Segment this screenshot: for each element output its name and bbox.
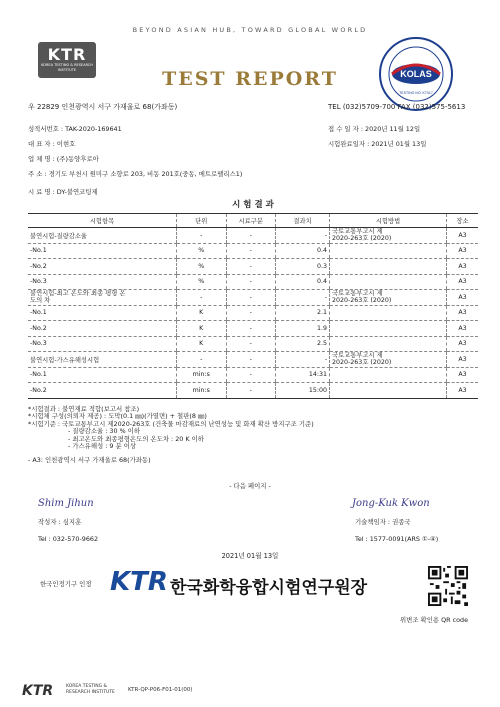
lab-address: 우 22829 인천광역시 서구 가재울로 68(가좌동)	[28, 103, 178, 111]
table-cell	[330, 259, 447, 275]
qr-code-icon	[428, 566, 468, 606]
table-cell: -	[276, 290, 330, 306]
writer-tel: Tel : 032-570-9662	[38, 535, 99, 543]
qr-label: 위변조 확인용 QR code	[400, 616, 469, 624]
footer-logo-text-line: KOREA TESTING &	[66, 684, 108, 689]
table-cell: 2.5	[276, 336, 330, 352]
table-cell: K	[177, 321, 227, 337]
writer-role: 작성자 : 심지훈	[38, 518, 82, 526]
table-row	[28, 274, 478, 290]
table-cell: %	[177, 259, 227, 275]
column-header: 결과치	[276, 214, 330, 228]
table-cell: 2.1	[276, 305, 330, 321]
table-cell: A3	[447, 305, 479, 321]
footer-logo: KTR	[22, 683, 54, 699]
table-cell: -	[226, 259, 276, 275]
note-line: *시험체 구성(의뢰자 제공) : 도막(0.1 ㎜)(가열면) + 철판(8 ㎜)	[28, 412, 207, 421]
form-number: KTR-QP-P06-F01-01(00)	[128, 687, 193, 693]
table-cell: 0.4	[276, 274, 330, 290]
table-cell: -	[226, 352, 276, 368]
table-cell: min:s	[177, 383, 227, 399]
column-header: 장소	[447, 214, 479, 228]
table-row	[28, 290, 478, 306]
table-cell: A3	[447, 259, 479, 275]
table-cell: -No.2	[28, 383, 177, 399]
table-cell	[330, 367, 447, 383]
company-address: 주 소 : 경기도 부천시 원미구 소향로 203, 비동 201호(중동, 메트로팰리스1)	[28, 170, 243, 178]
table-row	[28, 352, 478, 368]
table-cell: -	[226, 274, 276, 290]
next-page-label: - 다음 페이지 -	[229, 482, 271, 490]
table-cell: -No.2	[28, 259, 177, 275]
column-header: 시료구분	[226, 214, 276, 228]
table-cell: A3	[447, 367, 479, 383]
table-cell: -	[226, 290, 276, 306]
table-cell: -	[226, 228, 276, 244]
table-cell: 불연시험-가스유해성시험	[28, 352, 177, 368]
table-cell: K	[177, 305, 227, 321]
table-cell	[330, 383, 447, 399]
table-cell: -No.3	[28, 274, 177, 290]
footer-logo-text-line: RESEARCH INSTITUTE	[66, 689, 115, 695]
table-cell: -No.1	[28, 243, 177, 259]
table-cell: 1.9	[276, 321, 330, 337]
table-cell: -	[226, 321, 276, 337]
table-cell: -	[226, 336, 276, 352]
table-cell: -	[276, 228, 330, 244]
column-header: 단위	[177, 214, 227, 228]
note-line: - A3: 인천광역시 서구 가재울로 68(가좌동)	[28, 456, 151, 465]
table-cell: 15:00	[276, 383, 330, 399]
table-cell: K	[177, 336, 227, 352]
table-cell: 불연시험-질량감소율	[28, 228, 177, 244]
table-cell	[330, 274, 447, 290]
table-row	[28, 336, 478, 352]
table-cell: -	[177, 228, 227, 244]
table-cell	[330, 243, 447, 259]
cert-number: 성적서번호 : TAK-2020-169641	[28, 125, 122, 133]
note-line: *시험기준 : 국토교통부고시 제2020-263호 (건축물 마감재료의 난연성능 및 화재 확산 방지구조 기준)	[28, 419, 314, 428]
table-cell: 0.4	[276, 243, 330, 259]
kolas-logo-icon	[378, 36, 454, 112]
accreditation-prefix: 한국인정기구 인정	[40, 580, 92, 588]
table-cell: A3	[447, 274, 479, 290]
table-row	[28, 228, 478, 244]
table-cell: -No.1	[28, 305, 177, 321]
table-row	[28, 243, 478, 259]
table-cell: 국토교통부고시 제 2020-263호 (2020)	[330, 352, 447, 368]
kolas-number: TESTING NO. KT017	[399, 91, 433, 95]
ktr-logo-text: KTR	[47, 45, 87, 64]
sample-name: 시 료 명 : DY-불연코팅제	[28, 188, 98, 196]
lab-contact: TEL (032)5709-700 FAX (032)575-5613	[328, 103, 466, 111]
table-cell: 국토교통부고시 제 2020-263호 (2020)	[330, 290, 447, 306]
table-row	[28, 305, 478, 321]
note-line: - 질량감소율 : 30 % 이하	[68, 427, 141, 436]
table-cell: -	[226, 367, 276, 383]
table-cell: A3	[447, 336, 479, 352]
table-row	[28, 367, 478, 383]
table-cell: A3	[447, 321, 479, 337]
completed-date: 시험완료일자 : 2021년 01월 13일	[328, 140, 427, 148]
footer-logo-text	[66, 684, 115, 695]
results-table	[28, 213, 478, 399]
table-cell: -	[177, 290, 227, 306]
table-cell: -	[177, 352, 227, 368]
table-cell: A3	[447, 352, 479, 368]
column-header: 시험방법	[330, 214, 447, 228]
table-cell	[330, 305, 447, 321]
slogan: BEYOND ASIAN HUB, TOWARD GLOBAL WORLD	[132, 26, 368, 34]
table-cell: A3	[447, 243, 479, 259]
results-title: 시 험 결 과	[232, 200, 274, 210]
note-line: - 가스유해성 : 9 분 이상	[68, 442, 137, 451]
table-cell	[330, 321, 447, 337]
issuer-name: 한국화학융합시험연구원장	[170, 578, 368, 598]
table-cell: -No.3	[28, 336, 177, 352]
manager-role: 기술책임자 : 권종국	[355, 518, 411, 526]
notes-block	[28, 406, 314, 465]
received-date: 접 수 일 자 : 2020년 11월 12일	[328, 125, 421, 133]
issue-date: 2021년 01월 13일	[221, 552, 279, 560]
table-cell: %	[177, 243, 227, 259]
table-cell	[330, 336, 447, 352]
table-row	[28, 259, 478, 275]
table-cell: -No.2	[28, 321, 177, 337]
note-line: *시험결과 : 불연재료 적합(보고서 참조)	[28, 405, 140, 413]
report-title: TEST REPORT	[162, 68, 338, 90]
table-cell: 14:31	[276, 367, 330, 383]
table-cell: 불연시험-최고 온도와 최종 평형 온 도의 차	[28, 290, 177, 306]
table-cell: 국토교통부고시 제 2020-263호 (2020)	[330, 228, 447, 244]
company-name: 업 체 명 : (주)동양후로아	[28, 155, 99, 163]
table-cell: A3	[447, 383, 479, 399]
ceo-name: 대 표 자 : 이현호	[28, 140, 76, 148]
table-cell: -	[226, 305, 276, 321]
table-cell: -No.1	[28, 367, 177, 383]
kolas-label: KOLAS	[400, 69, 432, 79]
table-row	[28, 321, 478, 337]
writer-signature: Shim Jihun	[38, 498, 94, 509]
table-cell: -	[276, 352, 330, 368]
manager-tel: Tel : 1577-0091(ARS ①-④)	[355, 535, 439, 543]
table-cell: min:s	[177, 367, 227, 383]
table-cell: A3	[447, 228, 479, 244]
column-header: 시험항목	[28, 214, 177, 228]
ktr-logo-subtext: KOREA TESTING & RESEARCH INSTITUTE	[41, 63, 93, 72]
table-cell: -	[226, 383, 276, 399]
note-line: - 최고온도와 최종평형온도의 온도차 : 20 K 이하	[68, 434, 204, 443]
table-row	[28, 383, 478, 399]
ktr-issuer-logo: KTR	[110, 567, 168, 597]
table-cell: -	[226, 243, 276, 259]
manager-signature: Jong-Kuk Kwon	[352, 498, 430, 509]
table-cell: %	[177, 274, 227, 290]
table-cell: A3	[447, 290, 479, 306]
table-cell: 0.3	[276, 259, 330, 275]
